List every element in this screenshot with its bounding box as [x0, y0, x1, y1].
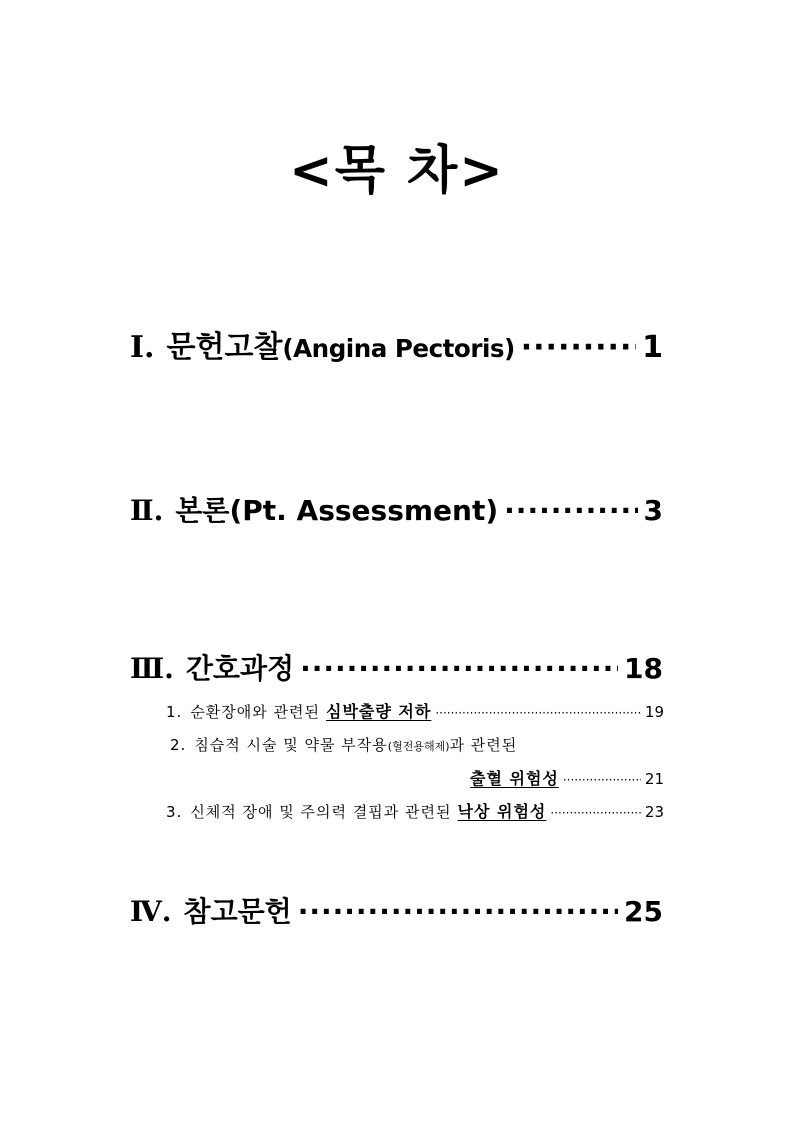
dot-leader: [550, 806, 641, 820]
toc-subsection-1[interactable]: [166, 702, 664, 721]
dot-leader: [435, 706, 641, 720]
toc-section-4[interactable]: [130, 895, 663, 929]
section-title: 문헌고찰: [166, 330, 283, 365]
section-title: 참고문헌: [183, 895, 292, 928]
subsection-note: (혈전용해제): [387, 740, 450, 753]
subsection-suffix: 과 관련된: [449, 736, 518, 754]
toc-subsection-2-line-2[interactable]: [470, 769, 664, 788]
page-number: 23: [644, 803, 664, 821]
section-numeral: Ⅱ.: [130, 494, 164, 527]
toc-section-3[interactable]: [130, 652, 663, 686]
toc-subsection-2-line-1[interactable]: [170, 736, 664, 754]
subsection-emphasis: 출혈 위험성: [470, 769, 559, 788]
section-subtitle: (Angina Pectoris): [282, 334, 515, 363]
subsection-prefix: 신체적 장애 및 주의력 결핍과 관련된: [190, 803, 452, 821]
subsection-number: 1.: [166, 703, 183, 721]
dot-leader: [521, 330, 636, 366]
toc-section-1[interactable]: [130, 330, 663, 366]
section-numeral: Ⅳ.: [130, 895, 172, 928]
page-number: 25: [624, 895, 663, 928]
page-number: 19: [644, 703, 664, 721]
toc-section-2[interactable]: [130, 494, 663, 528]
subsection-emphasis: 심박출량 저하: [326, 702, 432, 721]
toc-subsection-3[interactable]: [166, 802, 664, 821]
page-number: 1: [642, 330, 663, 365]
subsection-prefix: 순환장애와 관련된: [190, 703, 321, 721]
subsection-emphasis: 낙상 위험성: [457, 802, 547, 821]
dot-leader: [298, 895, 618, 929]
section-numeral: Ⅲ.: [130, 652, 174, 685]
subsection-number: 3.: [166, 803, 183, 821]
subsection-number: 2.: [170, 736, 187, 754]
page-number: 3: [643, 494, 663, 527]
dot-leader: [300, 652, 618, 686]
section-numeral: Ⅰ.: [130, 330, 155, 365]
dot-leader: [504, 494, 637, 528]
dot-leader: [563, 773, 641, 787]
page-title: <목 차>: [289, 141, 505, 201]
page-number: 18: [624, 652, 663, 685]
page-number: 21: [644, 770, 664, 788]
section-subtitle: (Pt. Assessment): [229, 494, 499, 527]
section-title: 간호과정: [185, 652, 295, 685]
section-title: 본론: [175, 494, 230, 527]
subsection-prefix: 침습적 시술 및 약물 부작용: [194, 736, 388, 754]
